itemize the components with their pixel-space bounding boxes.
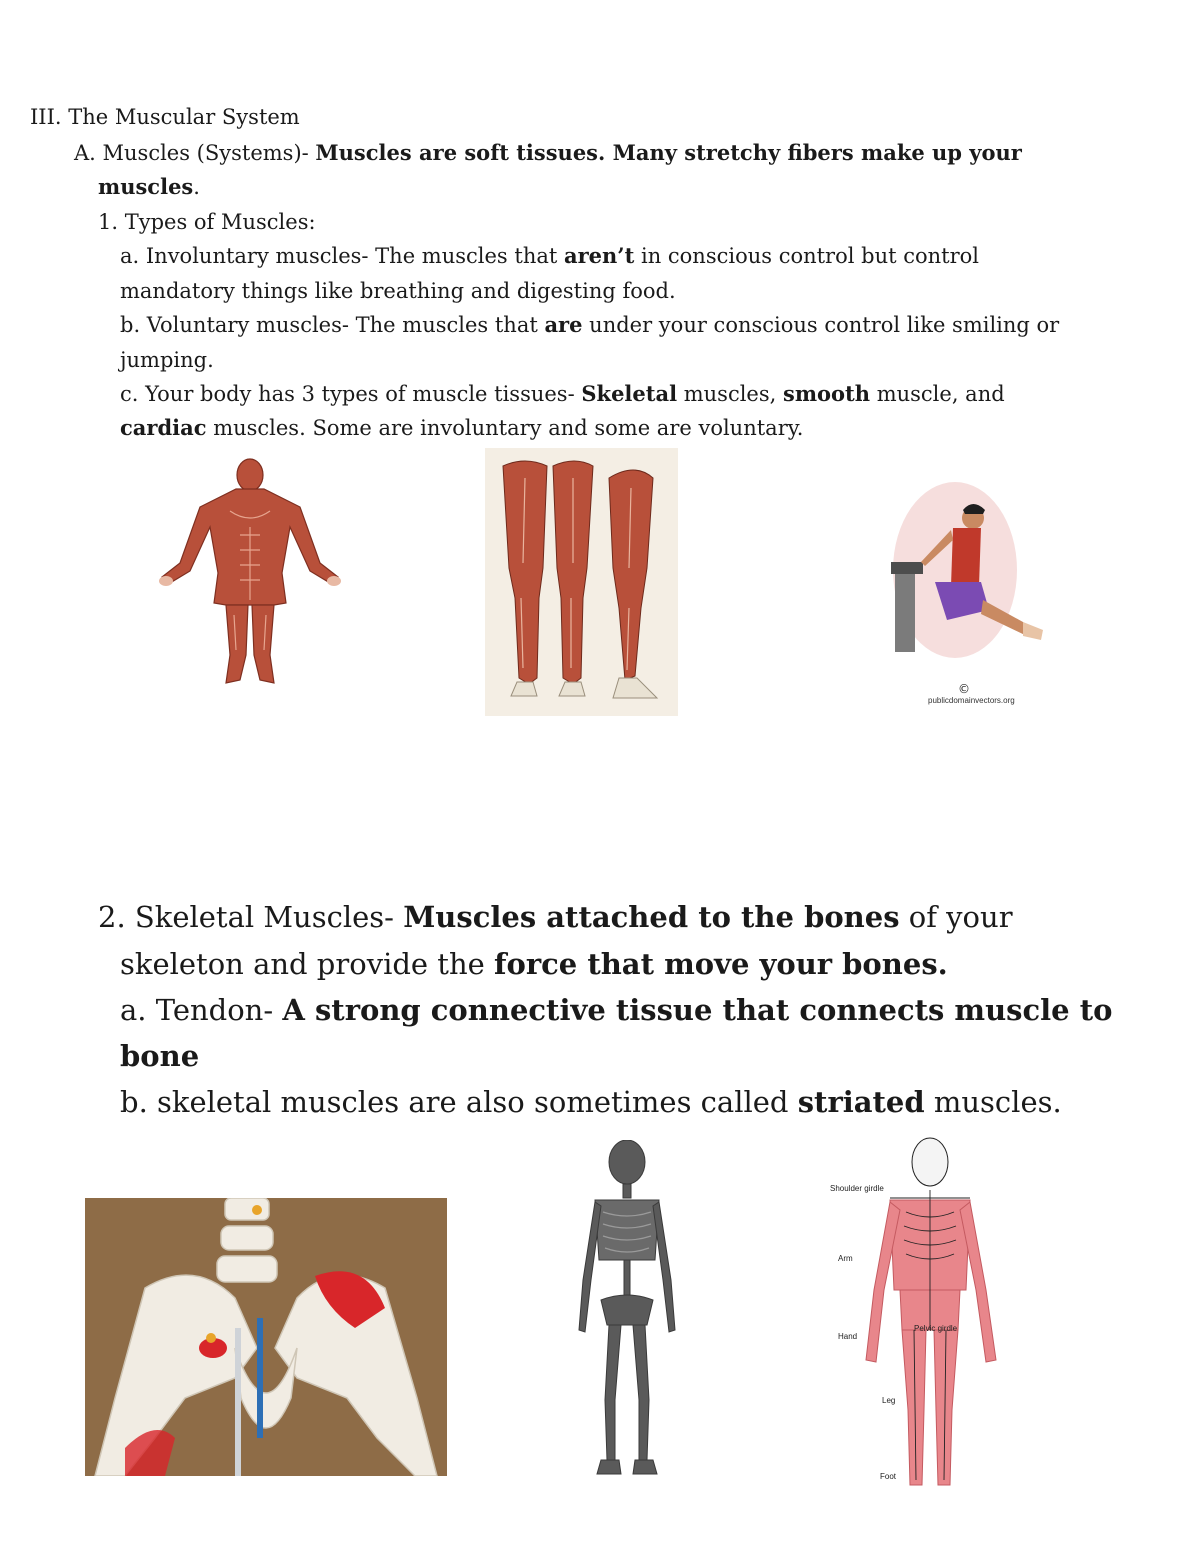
label-leg: Leg: [882, 1396, 896, 1405]
skeletal-text1: 2. Skeletal Muscles-: [98, 900, 404, 934]
voluntary-line2: jumping.: [120, 348, 214, 372]
tendon-bold2: bone: [120, 1039, 200, 1073]
copyright-icon: ©: [958, 682, 970, 696]
tissue-text2: muscles,: [677, 382, 783, 406]
skeletal-text2: of your: [899, 900, 1013, 934]
tendon-line2: [120, 1033, 199, 1079]
watermark-text: publicdomainvectors.org: [928, 696, 1015, 705]
tissue-smooth: smooth: [783, 381, 871, 406]
skeletal-bold2: force that move your bones.: [494, 947, 948, 981]
voluntary-bold: are: [544, 312, 583, 337]
voluntary-text2: under your conscious control like smiling or: [582, 313, 1060, 337]
involuntary-line2: mandatory things like breathing and digesting food.: [120, 279, 676, 303]
item-a-bold: Muscles are soft tissues. Many stretchy fibers make up your: [315, 140, 1022, 165]
item-a-line1: [74, 136, 1022, 170]
item-a-prefix: A. Muscles (Systems)-: [74, 141, 316, 165]
tissue-types-line2: [120, 411, 803, 445]
tendon-line1: [120, 987, 1112, 1033]
tissue-cardiac: cardiac: [120, 415, 207, 440]
skeletal-text3: skeleton and provide the: [120, 947, 495, 981]
skeleton-image: [565, 1140, 690, 1485]
voluntary-text1: b. Voluntary muscles- The muscles that: [120, 313, 545, 337]
tissue-types-line1: [120, 377, 1005, 411]
tendon-text: a. Tendon-: [120, 993, 283, 1027]
item-a-line2: [98, 170, 200, 204]
exercise-illustration-image: [873, 470, 1056, 712]
item-a-bold2: muscles: [98, 174, 194, 199]
types-of-muscles-heading: 1. Types of Muscles:: [98, 210, 316, 234]
item-a-end: .: [193, 175, 200, 199]
tissue-text4: muscles. Some are involuntary and some are voluntary.: [206, 416, 804, 440]
skeletal-line2: [120, 941, 948, 987]
labeled-skeleton-diagram: [830, 1130, 1030, 1505]
tissue-skeletal: Skeletal: [581, 381, 678, 406]
label-shoulder-girdle: Shoulder girdle: [830, 1184, 884, 1193]
striated-bold: striated: [797, 1085, 925, 1119]
pelvis-model-photo: [85, 1198, 447, 1476]
section-title: III. The Muscular System: [30, 105, 300, 129]
label-hand: Hand: [838, 1332, 858, 1341]
label-foot: Foot: [880, 1472, 897, 1481]
label-pelvic-girdle: Pelvic girdle: [914, 1324, 958, 1333]
voluntary-line1: [120, 308, 1059, 342]
muscular-body-image: [150, 455, 350, 690]
involuntary-line1: [120, 239, 979, 273]
striated-text2: muscles.: [924, 1085, 1062, 1119]
involuntary-text1: a. Involuntary muscles- The muscles that: [120, 244, 564, 268]
involuntary-bold: aren’t: [563, 243, 635, 268]
tissue-text1: c. Your body has 3 types of muscle tissues-: [120, 382, 582, 406]
striated-text1: b. skeletal muscles are also sometimes called: [120, 1085, 798, 1119]
skeletal-bold1: Muscles attached to the bones: [403, 900, 900, 934]
skeletal-line1: [98, 894, 1013, 940]
tissue-text3: muscle, and: [870, 382, 1005, 406]
tendon-bold: A strong connective tissue that connects muscle to: [282, 993, 1113, 1027]
involuntary-text2: in conscious control but control: [634, 244, 979, 268]
leg-muscles-plate-image: [485, 448, 678, 716]
striated-line: [120, 1079, 1062, 1125]
label-arm: Arm: [838, 1254, 853, 1263]
